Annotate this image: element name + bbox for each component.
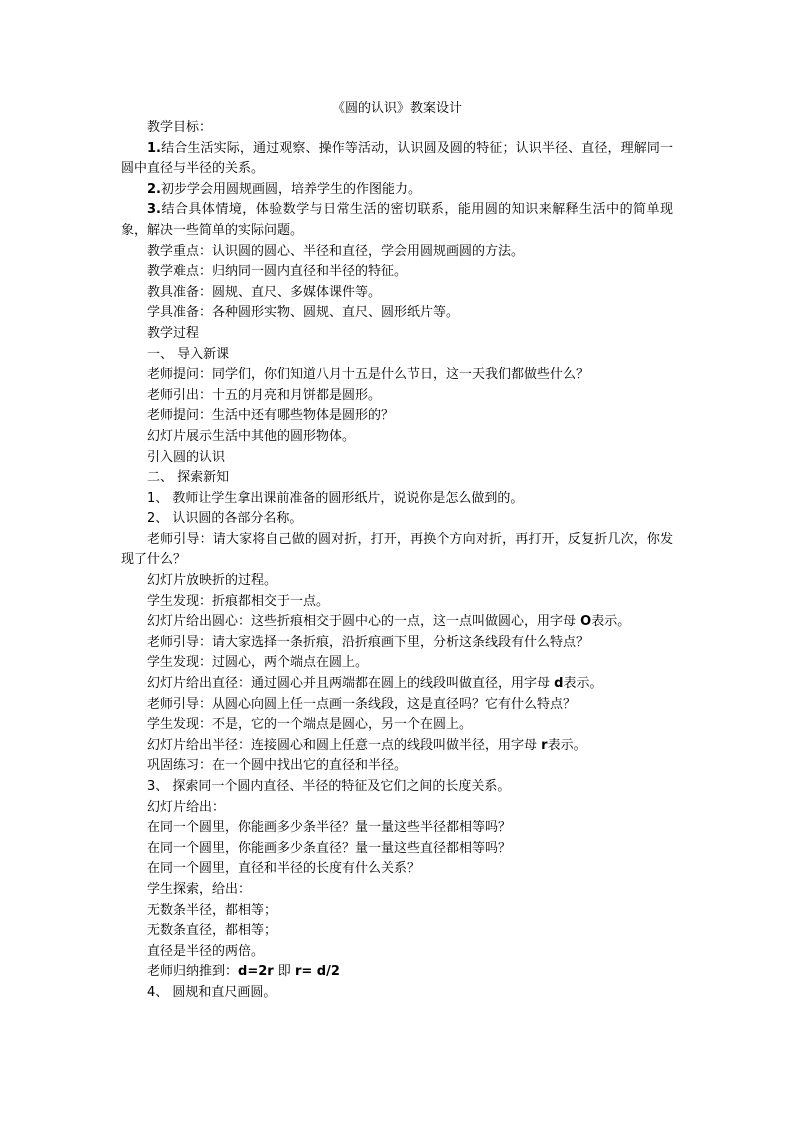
s2-item-1: 1、 教师让学生拿出课前准备的圆形纸片，说说你是怎么做到的。 (147, 490, 524, 506)
s2-radius-letter: r (541, 737, 548, 753)
document-title: 《圆的认识》教案设计 (331, 101, 462, 116)
s2-explore: 学生探索，给出： (147, 881, 252, 897)
goal-2 (121, 180, 673, 201)
s1-question-2: 老师提问：生活中还有哪些物体是圆形的？ (147, 408, 395, 424)
s2-answer-2: 无数条直径，都相等； (147, 923, 278, 939)
s2-formula-diameter: d=2r (238, 964, 274, 980)
s1-intro: 引入圆的认识 (147, 449, 226, 465)
s2-item-4: 4、 圆规和直尺画圆。 (147, 984, 277, 1000)
student-prep: 学具准备：各种圆形实物、圆规、直尺、圆形纸片等。 (147, 305, 460, 321)
process-heading: 教学过程 (147, 325, 200, 341)
s2-conclusion (121, 962, 673, 983)
s2-center-text-b: 表示。 (591, 614, 631, 630)
document-body (121, 100, 673, 1004)
teacher-prep: 教具准备：圆规、直尺、多媒体课件等。 (147, 284, 382, 300)
s2-slide-1: 幻灯片放映折的过程。 (147, 573, 278, 589)
goal-3-number: 3. (147, 202, 161, 218)
s1-lead: 老师引出：十五的月亮和月饼都是圆形。 (147, 387, 382, 403)
s2-practice: 巩固练习：在一个圆中找出它的直径和半径。 (147, 758, 408, 774)
s2-guide-2: 老师引导：请大家选择一条折痕，沿折痕画下里，分析这条线段有什么特点？ (147, 634, 590, 650)
s2-center-definition (121, 612, 673, 633)
s2-item-2: 2、 认识圆的各部分名称。 (147, 511, 303, 527)
s2-conclusion-text-a: 老师归纳推到： (147, 964, 239, 980)
s2-conclusion-text-b: 即 (273, 964, 295, 980)
s2-radius-text-b: 表示。 (547, 737, 587, 753)
s2-center-letter: O (580, 614, 592, 630)
s2-radius-definition (121, 736, 673, 757)
goal-1-number: 1. (147, 140, 161, 156)
s2-center-text-a: 幻灯片给出圆心：这些折痕相交于圆中心的一点，这一点叫做圆心，用字母 (147, 614, 581, 630)
goal-1 (121, 139, 673, 180)
s1-slide: 幻灯片展示生活中其他的圆形物体。 (147, 428, 356, 444)
s2-formula-radius: r= d/2 (294, 964, 340, 980)
s2-find-3: 学生发现：不是，它的一个端点是圆心，另一个在圆上。 (147, 717, 473, 733)
s2-question-diameter: 在同一个圆里，你能画多少条直径？量一量这些直径都相等吗？ (147, 840, 512, 856)
s2-diameter-letter: d (554, 676, 564, 692)
s2-radius-text-a: 幻灯片给出半径：连接圆心和圆上任意一点的线段叫做半径，用字母 (147, 737, 542, 753)
goal-1-text: 结合生活实际，通过观察、操作等活动，认识圆及圆的特征；认识半径、直径，理解同一圆中直径与半径的关系。 (121, 140, 673, 177)
key-point: 教学重点：认识圆的圆心、半径和直径，学会用圆规画圆的方法。 (147, 243, 525, 259)
goal-2-text: 初步学会用圆规画圆，培养学生的作图能力。 (160, 181, 421, 197)
s2-slide-2: 幻灯片给出： (147, 799, 226, 815)
section-1-heading: 一、 导入新课 (147, 346, 230, 362)
s2-answer-1: 无数条半径，都相等； (147, 902, 278, 918)
goal-3 (121, 200, 673, 241)
goal-3-text: 结合具体情境，体验数学与日常生活的密切联系，能用圆的知识来解释生活中的简单现象，解决一些简单的实际问题。 (121, 202, 673, 238)
s2-diameter-text-b: 表示。 (563, 676, 603, 692)
s2-answer-3: 直径是半径的两倍。 (147, 943, 265, 959)
s2-question-relation: 在同一个圆里，直径和半径的长度有什么关系？ (147, 861, 421, 877)
s2-guide-3: 老师引导：从圆心向圆上任一点画一条线段，这是直径吗？它有什么特点？ (147, 696, 577, 712)
goals-heading: 教学目标： (147, 120, 213, 135)
s1-question-1: 老师提问：同学们，你们知道八月十五是什么节日，这一天我们都做些什么？ (147, 367, 590, 383)
difficulty: 教学难点：归纳同一圆内直径和半径的特征。 (147, 264, 408, 280)
s2-guide-1: 老师引导：请大家将自己做的圆对折，打开，再换个方向对折，再打开，反复折几次，你发现了什么？ (121, 531, 673, 568)
s2-item-3: 3、 探索同一个圆内直径、半径的特征及它们之间的长度关系。 (147, 779, 511, 794)
s2-find-1: 学生发现：折痕都相交于一点。 (147, 593, 330, 609)
s2-diameter-text-a: 幻灯片给出直径：通过圆心并且两端都在圆上的线段叫做直径，用字母 (147, 676, 555, 692)
goal-2-number: 2. (147, 181, 161, 197)
s2-diameter-definition (121, 674, 673, 695)
section-2-heading: 二、 探索新知 (147, 470, 230, 486)
s2-find-2: 学生发现：过圆心，两个端点在圆上。 (147, 655, 369, 671)
s2-question-radius: 在同一个圆里，你能画多少条半径？量一量这些半径都相等吗？ (147, 820, 512, 836)
